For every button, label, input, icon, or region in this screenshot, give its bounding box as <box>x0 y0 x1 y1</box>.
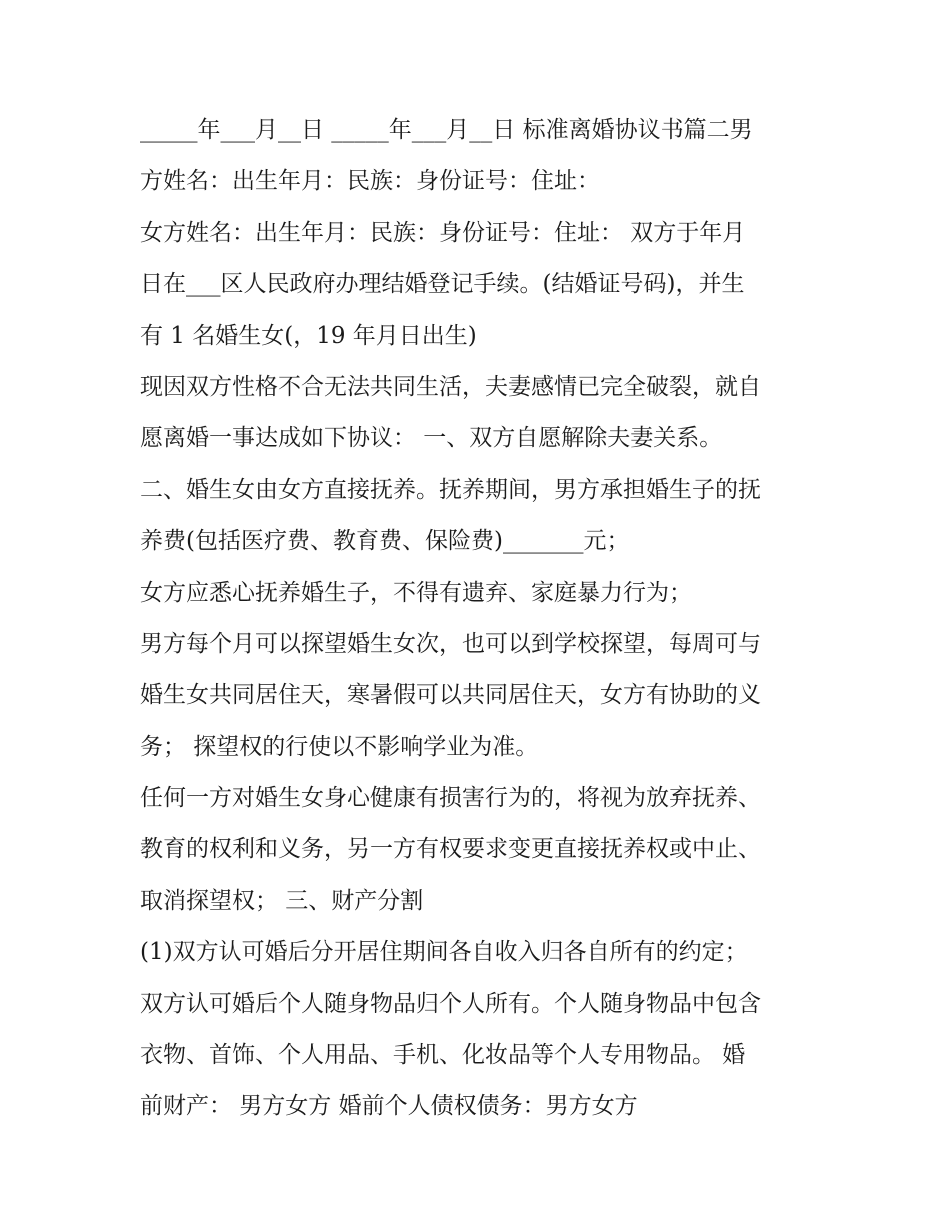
text-line: (1)双方认可婚后分开居住期间各自收入归各自所有的约定； <box>140 939 748 966</box>
text-line: 日在___区人民政府办理结婚登记手续。(结婚证号码)，并生 <box>140 271 745 298</box>
text-line: 愿离婚一事达成如下协议： 一、双方自愿解除夫妻关系。 <box>140 425 723 452</box>
text-line: 务； 探望权的行使以不影响学业为准。 <box>140 733 539 760</box>
text-line: 方姓名：出生年月：民族：身份证号：住址： <box>140 168 600 195</box>
text-line: 前财产： 男方女方 婚前个人债权债务：男方女方 <box>140 1093 638 1120</box>
text-line: 婚生女共同居住天，寒暑假可以共同居住天，女方有协助的义 <box>140 682 761 709</box>
text-line: 教育的权利和义务，另一方有权要求变更直接抚养权或中止、 <box>140 836 761 863</box>
text-line: 二、婚生女由女方直接抚养。抚养期间，男方承担婚生子的抚 <box>140 476 761 503</box>
text-line: 双方认可婚后个人随身物品归个人所有。个人随身物品中包含 <box>140 990 761 1017</box>
text-line: 女方应悉心抚养婚生子，不得有遗弃、家庭暴力行为； <box>140 579 692 606</box>
text-line: 男方每个月可以探望婚生女次，也可以到学校探望，每周可与 <box>140 630 761 657</box>
document-body <box>140 108 830 1136</box>
text-line: 女方姓名：出生年月：民族：身份证号：住址： 双方于年月 <box>140 219 746 246</box>
text-line: 有 1 名婚生女(，19 年月日出生) <box>140 322 477 349</box>
text-line: 任何一方对婚生女身心健康有损害行为的，将视为放弃抚养、 <box>140 785 761 812</box>
text-line: _____年___月__日 _____年___月__日 标准离婚协议书篇二男 <box>140 117 753 143</box>
text-line: 取消探望权； 三、财产分割 <box>140 887 424 914</box>
text-line: 养费(包括医疗费、教育费、保险费)_______元； <box>140 528 630 555</box>
text-line: 衣物、首饰、个人用品、手机、化妆品等个人专用物品。 婚 <box>140 1042 746 1069</box>
text-line: 现因双方性格不合无法共同生活，夫妻感情已完全破裂，就自 <box>140 373 761 400</box>
